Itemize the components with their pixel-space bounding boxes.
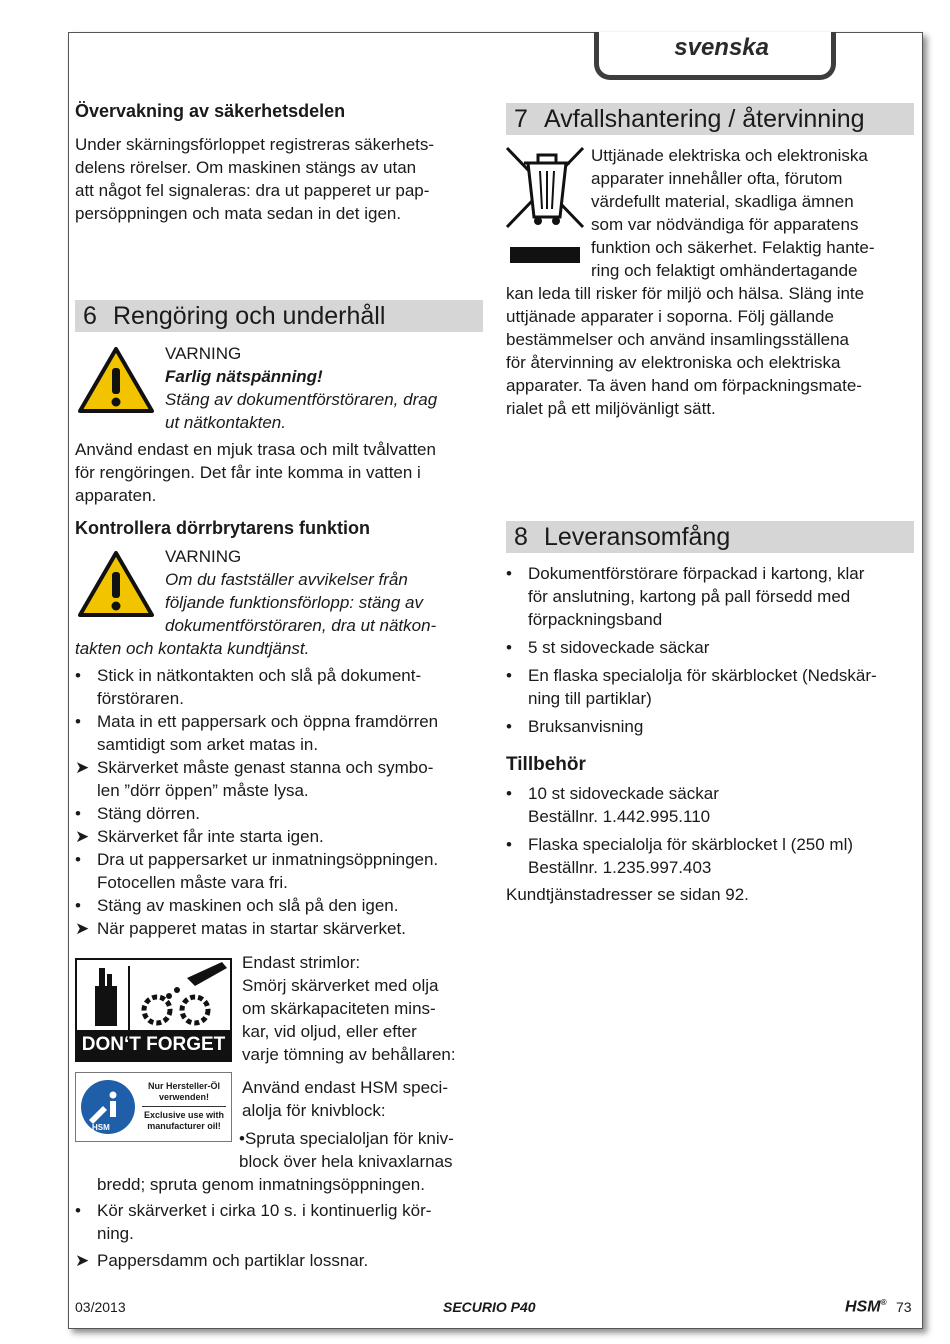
- list-item: [506, 833, 916, 879]
- bullet-mark: •: [506, 784, 512, 803]
- item-line: 10 st sidoveckade säckar: [528, 784, 719, 803]
- body-line: värdefullt material, skadliga ämnen: [591, 192, 854, 211]
- oil-instruction-text: [242, 951, 456, 1066]
- bullet-mark: •: [506, 666, 512, 685]
- language-label: svenska: [674, 34, 769, 61]
- section-title: Avfallshantering / återvinning: [544, 105, 865, 133]
- section-7-wrap-text: [591, 144, 875, 282]
- language-tab: [594, 32, 836, 80]
- body-line: funktion och säkerhet. Felaktig hante-: [591, 238, 875, 257]
- oil-line: varje tömning av behållaren:: [242, 1045, 456, 1064]
- item-line: ning till partiklar): [528, 689, 652, 708]
- section-7-body: [506, 282, 864, 420]
- list-item: [75, 802, 495, 825]
- section-8-heading: [506, 521, 914, 553]
- warning-line: dokumentförstöraren, dra ut nätkon-: [165, 616, 437, 635]
- arrow-mark: ➤: [75, 1251, 90, 1270]
- body-line: ring och felaktigt omhändertagande: [591, 261, 858, 280]
- item-line: för anslutning, kartong på pall försedd med: [528, 587, 851, 606]
- badge-en-line: manufacturer oil!: [147, 1121, 221, 1131]
- section-number: 8: [514, 523, 528, 551]
- body-line: apparaten.: [75, 486, 157, 505]
- bullet-mark: •: [75, 712, 81, 731]
- item-line: Flaska specialolja för skärblocket l (250 ml): [528, 835, 854, 854]
- step-line: Mata in ett pappersark och öppna framdörren: [97, 712, 439, 731]
- bullet-mark: •: [75, 896, 81, 915]
- section-number: 6: [83, 302, 97, 330]
- section-number: 7: [514, 105, 528, 133]
- monitoring-line: persöppningen och mata sedan in det igen.: [75, 204, 402, 223]
- body-line: Använd endast en mjuk trasa och milt tvålvatten: [75, 440, 436, 459]
- bullet-mark: •: [75, 1201, 81, 1220]
- body-line: uttjänade apparater i soporna. Följ gällande: [506, 307, 834, 326]
- arrow-mark: ➤: [75, 827, 90, 846]
- manufacturer-oil-badge: [75, 1072, 232, 1142]
- info-oil-icon: [79, 1078, 137, 1136]
- step-line: Stäng av maskinen och slå på den igen.: [97, 896, 399, 915]
- brand-mark: ®: [880, 1298, 887, 1307]
- bullet-mark: •: [506, 638, 512, 657]
- oil-can-icon: [77, 960, 230, 1032]
- warning-line: Stäng av dokumentförstöraren, drag: [165, 390, 438, 409]
- brand-name: HSM: [845, 1298, 881, 1316]
- list-item: [75, 848, 495, 894]
- step-line: Dra ut pappersarket ur inmatningsöppningen.: [97, 850, 439, 869]
- hsm-badge-logo: HSM: [92, 1123, 110, 1132]
- step-line: ning.: [97, 1224, 134, 1243]
- oil-line: Endast strimlor:: [242, 953, 361, 972]
- monitoring-line: delens rörelser. Om maskinen stängs av utan: [75, 158, 417, 177]
- section-7-heading: [506, 103, 914, 135]
- badge-de-line: Nur Hersteller-Öl: [147, 1081, 221, 1091]
- oil-line: •Spruta specialoljan för kniv-: [239, 1129, 454, 1148]
- oil-line: om skärkapaciteten mins-: [242, 999, 436, 1018]
- list-item: [75, 894, 495, 917]
- warning-line: följande funktionsförlopp: stäng av: [165, 593, 424, 612]
- step-line: Skärverket får inte starta igen.: [97, 827, 324, 846]
- bullet-mark: •: [506, 835, 512, 854]
- bullet-mark: •: [506, 717, 512, 736]
- door-warning: [165, 545, 436, 637]
- body-line: bestämmelser och använd insamlingsställena: [506, 330, 850, 349]
- oil-line: Smörj skärverket med olja: [242, 976, 439, 995]
- oil-line: alolja för knivblock:: [242, 1101, 386, 1120]
- list-item: [75, 664, 495, 710]
- section-6-warning: [165, 342, 437, 434]
- section-6-heading: [75, 300, 483, 332]
- warning-line: Om du fastställer avvikelser från: [165, 570, 408, 589]
- arrow-mark: ➤: [75, 919, 90, 938]
- spray-oil-text: [239, 1127, 454, 1173]
- door-check-title: Kontrollera dörrbrytarens funktion: [75, 518, 371, 538]
- section-title: Rengöring och underhåll: [113, 302, 386, 330]
- step-line: len ”dörr öppen” måste lysa.: [97, 781, 309, 800]
- warning-line: ut nätkontakten.: [165, 413, 286, 432]
- body-line: som var nödvändiga för apparatens: [591, 215, 859, 234]
- hsm-oil-text: [242, 1076, 448, 1122]
- body-line: apparater innehåller ofta, förutom: [591, 169, 843, 188]
- list-item: [75, 756, 495, 802]
- item-line: Bruksanvisning: [528, 717, 644, 736]
- list-item: [75, 1199, 495, 1245]
- badge-de-line: verwenden!: [158, 1092, 209, 1102]
- list-item: [75, 917, 495, 940]
- step-line: Skärverket måste genast stanna och symbo-: [97, 758, 434, 777]
- oil-line: Använd endast HSM speci-: [242, 1078, 448, 1097]
- item-line: Dokumentförstörare förpackad i kartong, klar: [528, 564, 865, 583]
- warning-label: VARNING: [165, 547, 242, 566]
- step-line: Stick in nätkontakten och slå på dokument-: [97, 666, 422, 685]
- body-line: kan leda till risker för miljö och hälsa. Släng inte: [506, 284, 865, 303]
- list-item: [506, 715, 916, 738]
- monitoring-line: att något fel signaleras: dra ut papperet ur pap-: [75, 181, 430, 200]
- bullet-mark: •: [75, 850, 81, 869]
- spray-oil-continuation: bredd; spruta genom inmatningsöppningen.: [97, 1175, 425, 1194]
- list-item: [506, 664, 916, 710]
- warning-line: Farlig nätspänning!: [165, 367, 323, 386]
- step-line: samtidigt som arket matas in.: [97, 735, 319, 754]
- list-item: [506, 782, 916, 828]
- bullet-mark: •: [506, 564, 512, 583]
- body-line: för rengöringen. Det får inte komma in vatten i: [75, 463, 421, 482]
- section-6-body: [75, 438, 436, 507]
- accessories-list: [506, 782, 916, 879]
- monitoring-text: [75, 133, 434, 225]
- section-title: Leveransomfång: [544, 523, 731, 551]
- oil-steps-list: [75, 1199, 495, 1272]
- dont-forget-pictogram: [75, 958, 232, 1062]
- item-line: 5 st sidoveckade säckar: [528, 638, 710, 657]
- warning-triangle-icon: [77, 346, 155, 414]
- list-item: [75, 1249, 495, 1272]
- step-line: Pappersdamm och partiklar lossnar.: [97, 1251, 369, 1270]
- list-item: [506, 562, 916, 631]
- body-line: Uttjänade elektriska och elektroniska: [591, 146, 868, 165]
- badge-en-line: Exclusive use with: [143, 1110, 225, 1120]
- accessories-title: Tillbehör: [506, 754, 586, 775]
- bullet-mark: •: [75, 804, 81, 823]
- footer-date: 03/2013: [75, 1299, 126, 1315]
- footer-brand-logo: [845, 1298, 886, 1316]
- warning-triangle-icon: [77, 550, 155, 618]
- list-item: [75, 825, 495, 848]
- oil-line: kar, vid oljud, eller efter: [242, 1022, 417, 1041]
- step-line: Stäng dörren.: [97, 804, 201, 823]
- warning-label: VARNING: [165, 344, 242, 363]
- item-line: Beställnr. 1.235.997.403: [528, 858, 712, 877]
- step-line: När papperet matas in startar skärverket.: [97, 919, 406, 938]
- dont-forget-label: DON‘T FORGET: [77, 1030, 230, 1060]
- door-steps-list: [75, 664, 495, 940]
- footer-model: SECURIO P40: [443, 1299, 536, 1315]
- monitoring-title: Övervakning av säkerhetsdelen: [75, 101, 346, 121]
- badge-text: [138, 1081, 230, 1132]
- list-item: [506, 636, 916, 659]
- bullet-mark: •: [75, 666, 81, 685]
- crossed-bin-icon: [504, 145, 586, 269]
- step-line: Kör skärverket i cirka 10 s. i kontinuerlig kör-: [97, 1201, 432, 1220]
- step-line: förstöraren.: [97, 689, 184, 708]
- page-number: 73: [896, 1299, 912, 1315]
- monitoring-line: Under skärningsförloppet registreras säkerhets-: [75, 135, 435, 154]
- item-line: förpackningsband: [528, 610, 663, 629]
- body-line: för återvinning av elektroniska och elektriska: [506, 353, 841, 372]
- body-line: rialet på ett miljövänligt sätt.: [506, 399, 716, 418]
- warning-line: takten och kontakta kundtjänst.: [75, 639, 310, 658]
- item-line: Beställnr. 1.442.995.110: [528, 807, 711, 826]
- body-line: apparater. Ta även hand om förpackningsmate-: [506, 376, 862, 395]
- item-line: En flaska specialolja för skärblocket (Nedskär-: [528, 666, 877, 685]
- list-item: [75, 710, 495, 756]
- delivery-list: [506, 562, 916, 738]
- step-line: Fotocellen måste vara fri.: [97, 873, 288, 892]
- service-note: Kundtjänstadresser se sidan 92.: [506, 885, 749, 904]
- arrow-mark: ➤: [75, 758, 90, 777]
- oil-line: block över hela knivaxlarnas: [239, 1152, 453, 1171]
